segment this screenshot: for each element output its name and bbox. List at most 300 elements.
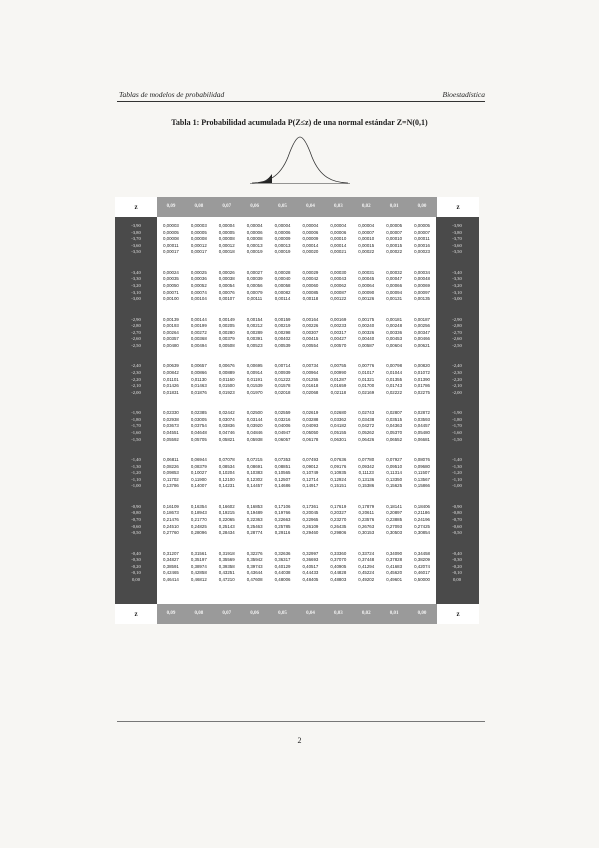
table-cell: 0,04093 xyxy=(302,423,319,429)
table-cell: 0,04746 xyxy=(218,429,235,435)
z-label-left: -2,90 xyxy=(131,316,141,322)
table-cell: 0,00079 xyxy=(246,289,263,295)
table-row xyxy=(157,477,436,484)
header-col-8: 0,01 xyxy=(389,204,399,209)
table-cell: 0,35197 xyxy=(190,557,207,563)
z-label-left: -1,10 xyxy=(131,476,141,482)
table-cell: 0,07493 xyxy=(302,457,319,462)
z-label-left: -3,40 xyxy=(131,269,141,275)
table-cell: 0,00082 xyxy=(274,289,291,295)
z-label-left: -3,20 xyxy=(131,283,141,288)
table-cell: 0,00069 xyxy=(414,282,430,288)
header-rule xyxy=(117,101,485,102)
footer-rule xyxy=(117,721,485,722)
table-cell: 0,00006 xyxy=(330,229,347,235)
z-label-right: -2,90 xyxy=(452,316,462,322)
z-label-left: -2,80 xyxy=(131,323,141,329)
table-cell: 0,00085 xyxy=(302,289,319,295)
table-cell: 0,00391 xyxy=(246,336,263,342)
z-label-left: 0,00 xyxy=(131,577,141,582)
table-row xyxy=(157,343,436,350)
table-row xyxy=(157,390,436,397)
table-cell: 0,01160 xyxy=(218,376,235,382)
z-label-left: -2,70 xyxy=(131,329,141,335)
table-cell: 0,00021 xyxy=(330,249,347,255)
table-cell: 0,00014 xyxy=(330,242,347,248)
header-col-6: 0,03 xyxy=(333,204,343,209)
table-title: Tabla 1: Probabilidad acumulada P(Z≤z) de una normal estándar Z=N(0,1) xyxy=(171,118,428,127)
z-label-right: -2,10 xyxy=(452,383,462,389)
z-label-right: -3,80 xyxy=(452,229,462,235)
table-cell: 0,03836 xyxy=(218,423,235,429)
table-cell: 0,00050 xyxy=(163,282,179,288)
z-label-left: -1,90 xyxy=(131,410,141,416)
table-cell: 0,12714 xyxy=(302,476,319,482)
table-row xyxy=(157,363,436,370)
table-cell: 0,00175 xyxy=(358,316,375,322)
z-label-right: -1,00 xyxy=(452,483,462,489)
table-cell: 0,37070 xyxy=(330,557,347,563)
table-row xyxy=(157,296,436,303)
table-row xyxy=(157,570,436,577)
table-cell: 0,02330 xyxy=(163,410,179,416)
table-cell: 0,17879 xyxy=(358,503,375,509)
table-cell: 0,44038 xyxy=(274,570,291,576)
table-cell: 0,00008 xyxy=(218,236,235,242)
table-cell: 0,05370 xyxy=(386,429,403,435)
z-label-left: -1,40 xyxy=(131,457,141,462)
table-cell: 0,23576 xyxy=(358,516,375,522)
table-cell: 0,02068 xyxy=(302,389,319,395)
table-cell: 0,10383 xyxy=(246,470,263,476)
table-cell: 0,33360 xyxy=(330,550,347,556)
table-row xyxy=(157,530,436,537)
footer-col-8: 0,01 xyxy=(389,611,399,616)
table-cell: 0,01500 xyxy=(218,383,235,389)
table-cell: 0,00006 xyxy=(302,229,319,235)
table-cell: 0,00003 xyxy=(190,223,207,228)
z-labels-left xyxy=(115,217,157,604)
table-cell: 0,23270 xyxy=(330,516,347,522)
table-row xyxy=(157,557,436,564)
table-cell: 0,00755 xyxy=(330,363,347,369)
z-label-right: -3,20 xyxy=(452,283,462,288)
table-row xyxy=(157,551,436,558)
table-row xyxy=(157,483,436,490)
table-cell: 0,14917 xyxy=(302,483,319,489)
table-cell: 0,00017 xyxy=(190,249,207,255)
table-cell: 0,00015 xyxy=(358,242,375,248)
z-label-right: -3,50 xyxy=(452,249,462,255)
table-cell: 0,00003 xyxy=(163,223,179,228)
table-cell: 0,02118 xyxy=(330,389,347,395)
table-cell: 0,00820 xyxy=(414,363,430,369)
table-cell: 0,00289 xyxy=(246,329,263,335)
table-row xyxy=(157,283,436,290)
table-cell: 0,03920 xyxy=(246,423,263,429)
table-cell: 0,02018 xyxy=(274,389,291,395)
table-row xyxy=(157,336,436,343)
z-label-right: -3,00 xyxy=(452,296,462,302)
z-label-right: -1,90 xyxy=(452,410,462,416)
table-cell: 0,02807 xyxy=(386,410,403,416)
table-cell: 0,00012 xyxy=(218,242,235,248)
table-cell: 0,00034 xyxy=(414,269,430,275)
z-label-right: -1,60 xyxy=(452,430,462,435)
table-cell: 0,27760 xyxy=(163,530,179,536)
table-cell: 0,18406 xyxy=(414,503,430,509)
table-cell: 0,00154 xyxy=(246,316,263,322)
table-cell: 0,00027 xyxy=(246,269,263,275)
footer-z-right: z xyxy=(437,604,479,624)
table-cell: 0,02275 xyxy=(414,389,430,395)
z-label-left: -0,30 xyxy=(131,557,141,563)
table-cell: 0,14007 xyxy=(190,483,207,489)
table-cell: 0,00240 xyxy=(358,323,375,329)
table-cell: 0,46812 xyxy=(190,576,207,582)
table-cell: 0,01355 xyxy=(386,376,403,382)
table-cell: 0,44433 xyxy=(302,570,319,576)
table-cell: 0,04648 xyxy=(190,429,207,435)
table-cell: 0,06944 xyxy=(190,457,207,462)
table-cell: 0,28774 xyxy=(246,530,263,536)
table-cell: 0,00052 xyxy=(190,282,207,288)
table-cell: 0,00074 xyxy=(190,289,207,295)
table-cell: 0,07353 xyxy=(274,457,291,462)
table-cell: 0,00122 xyxy=(330,296,347,302)
table-cell: 0,00004 xyxy=(358,223,375,228)
table-cell: 0,01130 xyxy=(191,376,207,382)
table-cell: 0,22965 xyxy=(302,516,319,522)
table-cell: 0,01390 xyxy=(414,376,430,382)
z-label-left: -2,40 xyxy=(131,363,141,369)
header-left: Tablas de modelos de probabilidad xyxy=(119,90,225,99)
z-label-left: -0,20 xyxy=(131,563,141,569)
table-cell: 0,01222 xyxy=(274,376,291,382)
table-cell: 0,00011 xyxy=(414,236,430,242)
z-label-left: -2,50 xyxy=(131,343,141,348)
table-cell: 0,02680 xyxy=(330,410,347,416)
table-cell: 0,02442 xyxy=(218,410,235,416)
z-label-right: -3,30 xyxy=(452,276,462,282)
table-cell: 0,00013 xyxy=(246,242,263,248)
table-cell: 0,45620 xyxy=(386,570,403,576)
table-cell: 0,29116 xyxy=(274,530,291,536)
z-label-right: -1,30 xyxy=(452,463,462,469)
table-cell: 0,08851 xyxy=(274,463,291,469)
table-cell: 0,17106 xyxy=(274,503,291,509)
table-cell: 0,00029 xyxy=(302,269,319,275)
table-row xyxy=(157,370,436,377)
table-cell: 0,02743 xyxy=(358,410,375,416)
table-cell: 0,03005 xyxy=(190,416,207,422)
table-cell: 0,01255 xyxy=(302,376,319,382)
table-row xyxy=(157,330,436,337)
table-cell: 0,01618 xyxy=(302,383,319,389)
table-cell: 0,26109 xyxy=(302,523,319,529)
table-cell: 0,35942 xyxy=(246,557,263,563)
table-cell: 0,05592 xyxy=(163,436,179,442)
header-col-5: 0,04 xyxy=(306,204,315,209)
table-cell: 0,00104 xyxy=(190,296,207,302)
table-cell: 0,00798 xyxy=(386,363,403,369)
table-cell: 0,01786 xyxy=(414,383,430,389)
table-cell: 0,00964 xyxy=(302,369,319,375)
table-cell: 0,24825 xyxy=(190,523,207,529)
header-col-1: 0,08 xyxy=(194,204,204,209)
table-cell: 0,05938 xyxy=(246,436,263,442)
table-cell: 0,00164 xyxy=(302,316,319,322)
table-cell: 0,00011 xyxy=(163,242,179,248)
table-cell: 0,30153 xyxy=(358,530,375,536)
table-cell: 0,00019 xyxy=(246,249,263,255)
table-cell: 0,00714 xyxy=(274,363,291,369)
table-cell: 0,00181 xyxy=(386,316,403,322)
z-label-right: -0,40 xyxy=(452,550,462,556)
z-label-right: -0,80 xyxy=(452,510,462,516)
table-cell: 0,13786 xyxy=(163,483,179,489)
table-cell: 0,00280 xyxy=(218,329,235,335)
table-cell: 0,00248 xyxy=(386,323,403,329)
table-row xyxy=(157,510,436,517)
table-cell: 0,34090 xyxy=(386,550,403,556)
table-row xyxy=(157,524,436,531)
table-cell: 0,29806 xyxy=(330,530,347,536)
z-label-left: -0,60 xyxy=(131,523,141,529)
table-cell: 0,00056 xyxy=(246,282,263,288)
table-cell: 0,00539 xyxy=(274,342,291,348)
table-cell: 0,00440 xyxy=(358,336,375,342)
table-cell: 0,22663 xyxy=(274,516,291,522)
z-label-right: -2,20 xyxy=(452,376,462,382)
table-cell: 0,00022 xyxy=(358,249,375,255)
z-label-left: -0,70 xyxy=(131,517,141,522)
table-cell: 0,00022 xyxy=(386,249,403,255)
table-cell: 0,00379 xyxy=(218,336,235,342)
table-cell: 0,00453 xyxy=(386,336,403,342)
table-cell: 0,39743 xyxy=(246,563,263,569)
table-cell: 0,00734 xyxy=(302,363,319,369)
table-header-row xyxy=(115,197,479,217)
table-cell: 0,13567 xyxy=(414,476,430,482)
table-cell: 0,48405 xyxy=(302,576,319,582)
table-cell: 0,06426 xyxy=(358,436,375,442)
z-label-right: -3,40 xyxy=(452,269,462,275)
table-cell: 0,38974 xyxy=(190,563,207,569)
table-cell: 0,12507 xyxy=(274,476,291,482)
table-cell: 0,00023 xyxy=(414,249,430,255)
table-row xyxy=(157,504,436,511)
z-label-left: -1,70 xyxy=(131,423,141,429)
table-cell: 0,08534 xyxy=(218,463,235,469)
z-label-left: -0,50 xyxy=(131,530,141,536)
table-cell: 0,00009 xyxy=(302,236,319,242)
table-cell: 0,09176 xyxy=(330,463,347,469)
table-body xyxy=(157,217,436,604)
table-cell: 0,07927 xyxy=(386,457,403,462)
table-cell: 0,07078 xyxy=(218,457,235,462)
footer-col-7: 0,02 xyxy=(361,611,371,616)
table-cell: 0,08691 xyxy=(246,463,263,469)
table-cell: 0,00205 xyxy=(218,323,235,329)
table-cell: 0,07215 xyxy=(246,457,263,462)
table-cell: 0,00149 xyxy=(218,316,235,322)
table-cell: 0,00076 xyxy=(218,289,235,295)
table-cell: 0,04363 xyxy=(386,423,403,429)
table-cell: 0,00004 xyxy=(218,223,235,228)
table-cell: 0,00139 xyxy=(163,316,179,322)
table-cell: 0,00169 xyxy=(330,316,347,322)
table-cell: 0,01970 xyxy=(246,389,263,395)
table-cell: 0,01426 xyxy=(163,383,179,389)
table-cell: 0,00144 xyxy=(190,316,207,322)
table-row xyxy=(157,464,436,471)
table-cell: 0,00024 xyxy=(163,269,179,275)
table-cell: 0,12302 xyxy=(246,476,263,482)
table-cell: 0,01876 xyxy=(190,389,207,395)
table-cell: 0,18141 xyxy=(386,503,403,509)
table-cell: 0,31918 xyxy=(218,550,235,556)
table-cell: 0,04182 xyxy=(330,423,347,429)
table-cell: 0,03288 xyxy=(302,416,319,422)
table-cell: 0,01321 xyxy=(358,376,375,382)
z-label-left: -3,50 xyxy=(131,249,141,255)
header-col-9: 0,00 xyxy=(417,204,427,209)
table-cell: 0,15386 xyxy=(358,483,375,489)
table-cell: 0,00042 xyxy=(302,276,319,282)
table-cell: 0,00842 xyxy=(163,369,179,375)
z-label-right: -3,60 xyxy=(452,242,462,248)
table-cell: 0,02619 xyxy=(302,410,319,416)
z-label-left: -3,10 xyxy=(131,289,141,295)
table-cell: 0,20897 xyxy=(386,510,403,516)
z-label-right: -1,20 xyxy=(452,470,462,476)
table-cell: 0,00005 xyxy=(190,229,207,235)
z-label-left: -1,60 xyxy=(131,430,141,435)
table-cell: 0,00006 xyxy=(274,229,291,235)
z-label-left: -3,00 xyxy=(131,296,141,302)
table-cell: 0,00126 xyxy=(358,296,375,302)
table-cell: 0,36317 xyxy=(274,557,291,563)
table-cell: 0,00035 xyxy=(163,276,179,282)
z-label-left: -3,60 xyxy=(131,242,141,248)
table-cell: 0,00043 xyxy=(330,276,347,282)
table-cell: 0,17619 xyxy=(330,503,347,509)
table-cell: 0,00402 xyxy=(274,336,291,342)
header-z-left: z xyxy=(115,197,157,217)
table-cell: 0,00298 xyxy=(274,329,291,335)
table-cell: 0,05821 xyxy=(218,436,235,442)
table-cell: 0,44828 xyxy=(330,570,347,576)
table-cell: 0,00013 xyxy=(274,242,291,248)
table-cell: 0,00233 xyxy=(330,323,347,329)
table-cell: 0,00604 xyxy=(386,342,403,348)
table-cell: 0,25143 xyxy=(218,523,235,529)
z-label-right: -1,40 xyxy=(452,457,462,462)
table-cell: 0,00031 xyxy=(358,269,375,275)
table-cell: 0,42465 xyxy=(163,570,179,576)
z-label-left: -3,90 xyxy=(131,223,141,228)
table-cell: 0,09342 xyxy=(358,463,375,469)
table-cell: 0,00019 xyxy=(274,249,291,255)
table-cell: 0,01463 xyxy=(190,383,207,389)
table-cell: 0,00020 xyxy=(302,249,319,255)
normal-distribution-table xyxy=(115,197,479,624)
table-cell: 0,48006 xyxy=(274,576,291,582)
table-cell: 0,00060 xyxy=(302,282,319,288)
z-label-left: -0,80 xyxy=(131,510,141,516)
table-cell: 0,13350 xyxy=(386,476,403,482)
table-cell: 0,49202 xyxy=(358,576,375,582)
table-cell: 0,05262 xyxy=(358,429,375,435)
normal-curve-figure xyxy=(250,133,350,188)
table-cell: 0,00090 xyxy=(358,289,375,295)
table-cell: 0,00554 xyxy=(302,342,319,348)
table-row xyxy=(157,457,436,464)
table-cell: 0,00676 xyxy=(218,363,235,369)
table-cell: 0,00368 xyxy=(190,336,207,342)
table-cell: 0,00039 xyxy=(246,276,263,282)
table-cell: 0,14686 xyxy=(274,483,291,489)
table-cell: 0,00135 xyxy=(414,296,430,302)
table-cell: 0,05050 xyxy=(302,429,319,435)
table-cell: 0,00226 xyxy=(302,323,319,329)
table-cell: 0,00131 xyxy=(386,296,403,302)
table-cell: 0,00048 xyxy=(414,276,430,282)
table-cell: 0,00427 xyxy=(330,336,347,342)
table-cell: 0,25463 xyxy=(246,523,263,529)
table-cell: 0,20611 xyxy=(358,510,375,516)
table-cell: 0,00010 xyxy=(358,236,375,242)
z-label-left: -2,10 xyxy=(131,383,141,389)
table-cell: 0,02559 xyxy=(274,410,291,416)
table-cell: 0,07780 xyxy=(358,457,375,462)
table-cell: 0,04457 xyxy=(414,423,430,429)
z-label-left: -0,90 xyxy=(131,503,141,509)
table-row xyxy=(157,236,436,243)
table-cell: 0,28096 xyxy=(190,530,207,536)
table-cell: 0,00317 xyxy=(330,329,347,335)
table-cell: 0,04947 xyxy=(274,429,291,435)
table-cell: 0,34458 xyxy=(414,550,430,556)
table-cell: 0,00111 xyxy=(247,296,263,302)
table-cell: 0,15866 xyxy=(414,483,430,489)
table-cell: 0,03673 xyxy=(163,423,179,429)
table-cell: 0,11900 xyxy=(191,476,207,482)
table-cell: 0,06301 xyxy=(330,436,347,442)
table-cell: 0,01101 xyxy=(163,376,179,382)
table-cell: 0,38591 xyxy=(163,563,179,569)
table-cell: 0,00018 xyxy=(218,249,235,255)
table-cell: 0,01659 xyxy=(330,383,347,389)
table-cell: 0,00336 xyxy=(386,329,403,335)
table-cell: 0,10935 xyxy=(330,470,347,476)
z-label-right: -0,30 xyxy=(452,557,462,563)
table-cell: 0,00009 xyxy=(274,236,291,242)
table-cell: 0,08226 xyxy=(163,463,179,469)
z-label-right: -2,60 xyxy=(452,336,462,342)
table-cell: 0,08076 xyxy=(414,457,430,462)
z-label-left: -2,20 xyxy=(131,376,141,382)
table-cell: 0,40905 xyxy=(330,563,347,569)
footer-col-6: 0,03 xyxy=(333,611,343,616)
table-cell: 0,10565 xyxy=(274,470,291,476)
footer-z-left: z xyxy=(115,604,157,624)
table-cell: 0,14231 xyxy=(218,483,235,489)
table-cell: 0,00494 xyxy=(190,342,207,348)
table-cell: 0,00100 xyxy=(163,296,179,302)
table-cell: 0,11123 xyxy=(358,470,374,476)
